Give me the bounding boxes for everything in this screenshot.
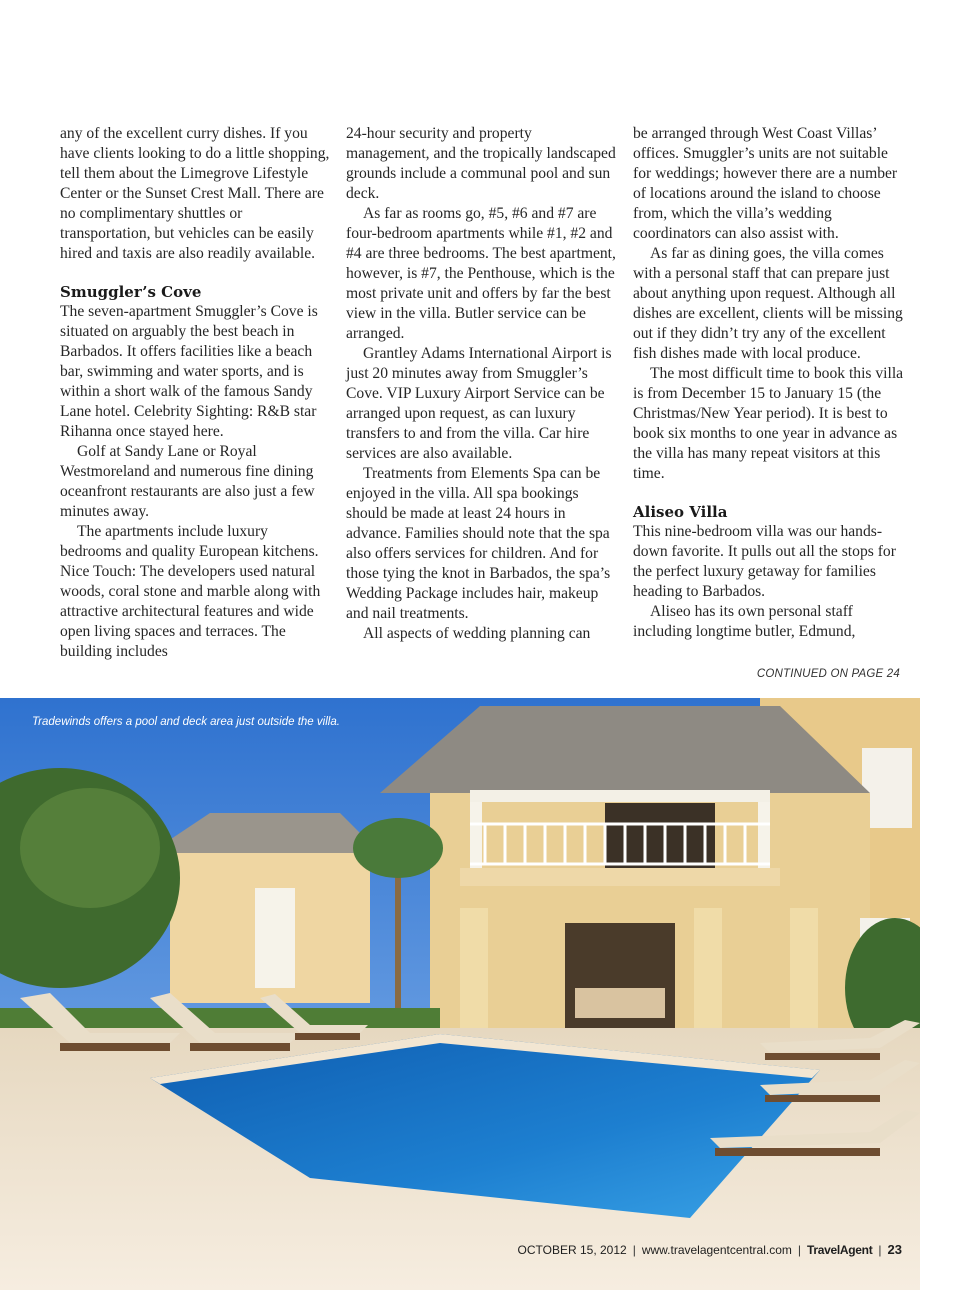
section-heading-smugglers-cove: Smuggler’s Cove xyxy=(60,283,202,301)
magazine-brand: TravelAgent xyxy=(807,1243,873,1257)
balcony-post xyxy=(470,802,482,872)
paragraph: be arranged through West Coast Villas’ offices. Smuggler’s units are not suitable for weddings; however there are a number of locations around the island to choose from, which the villa’s wedding coordinators can also assist with. xyxy=(633,125,898,242)
column xyxy=(694,908,722,1048)
footer-separator: | xyxy=(797,1243,802,1257)
balcony-ledge xyxy=(460,868,780,886)
footer-separator: | xyxy=(632,1243,636,1257)
cabana-door xyxy=(255,888,295,988)
interior-sofa xyxy=(575,988,665,1018)
paragraph: All aspects of wedding planning can xyxy=(363,625,591,642)
balcony-roof xyxy=(470,790,770,802)
paragraph: Treatments from Elements Spa can be enjoyed in the villa. All spa bookings should be made at least 24 hours in advance. Families should note that the spa also offers services for children. And for those tying the knot in Barbados, the spa’s Wedding Package includes hair, makeup and nail treatments. xyxy=(346,465,611,622)
paragraph: This nine-bedroom villa was our hands-down favorite. It pulls out all the stops for the perfect luxury getaway for families heading to Barbados. xyxy=(633,523,896,600)
website-link[interactable]: www.travelagentcentral.com xyxy=(641,1243,792,1257)
paragraph: any of the excellent curry dishes. If you have clients looking to do a little shopping, tell them about the Limegrove Lifestyle Center or the Sunset Crest Mall. There are no complimentary shuttles or transportation, but vehicles can be easily hired and taxis are also readily available. xyxy=(60,125,330,262)
balcony-post xyxy=(758,802,770,872)
paragraph: The seven-apartment Smuggler’s Cove is situated on arguably the best beach in Barbados. It offers facilities like a beach bar, swimming and water sports, and is within a short walk of the famous Sandy Lane hotel. Celebrity Sighting: R&B star Rihanna once stayed here. xyxy=(60,303,318,440)
paragraph: The most difficult time to book this villa is from December 15 to January 15 (the Christmas/New Year period). It is best to book six months to one year in advance as the villa has many repeat visitors at this time. xyxy=(633,365,904,482)
paragraph: The apartments include luxury bedrooms and quality European kitchens. Nice Touch: The developers used natural woods, coral stone and marble along with attractive architectural features and wide open living spaces and terraces. The building includes xyxy=(60,523,321,660)
villa-illustration xyxy=(0,698,920,1290)
paragraph: Grantley Adams International Airport is just 20 minutes away from Smuggler’s Cove. VIP Luxury Airport Service can be arranged upon request, as can luxury transfers to and from the villa. Car hire services are also available. xyxy=(346,345,612,462)
paragraph: As far as rooms go, #5, #6 and #7 are four-bedroom apartments while #1, #2 and #4 are three bedrooms. The best apartment, however, is #7, the Penthouse, which is the most private unit and offers by far the best view in the villa. Butler service can be arranged. xyxy=(346,205,616,342)
paragraph: Aliseo has its own personal staff including longtime butler, Edmund, xyxy=(633,603,856,640)
column xyxy=(460,908,488,1048)
paragraph: 24-hour security and property management, and the tropically landscaped grounds include a communal pool and sun deck. xyxy=(346,125,616,202)
text-column-2 xyxy=(346,124,618,644)
footer-separator: | xyxy=(878,1243,882,1257)
column xyxy=(790,908,818,1048)
text-column-1 xyxy=(60,124,332,662)
page-number: 23 xyxy=(887,1242,902,1257)
palm-leaves xyxy=(353,818,443,878)
photo-caption: Tradewinds offers a pool and deck area just outside the villa. xyxy=(32,716,340,728)
continued-note: CONTINUED ON PAGE 24 xyxy=(756,668,900,680)
paragraph: Golf at Sandy Lane or Royal Westmoreland and numerous fine dining oceanfront restaurants are also just a few minutes away. xyxy=(60,443,315,520)
villa-pool-photo xyxy=(0,698,920,1290)
text-column-3 xyxy=(633,124,905,642)
page-footer xyxy=(518,1242,902,1257)
tree-foliage xyxy=(20,788,160,908)
paragraph: As far as dining goes, the villa comes with a personal staff that can prepare just about anything upon request. Although all dishes are excellent, clients will be missing out if they didn’t try any of the excellent fish dishes made with local produce. xyxy=(633,245,903,362)
issue-date: OCTOBER 15, 2012 xyxy=(517,1243,627,1257)
section-heading-aliseo-villa: Aliseo Villa xyxy=(633,503,728,521)
